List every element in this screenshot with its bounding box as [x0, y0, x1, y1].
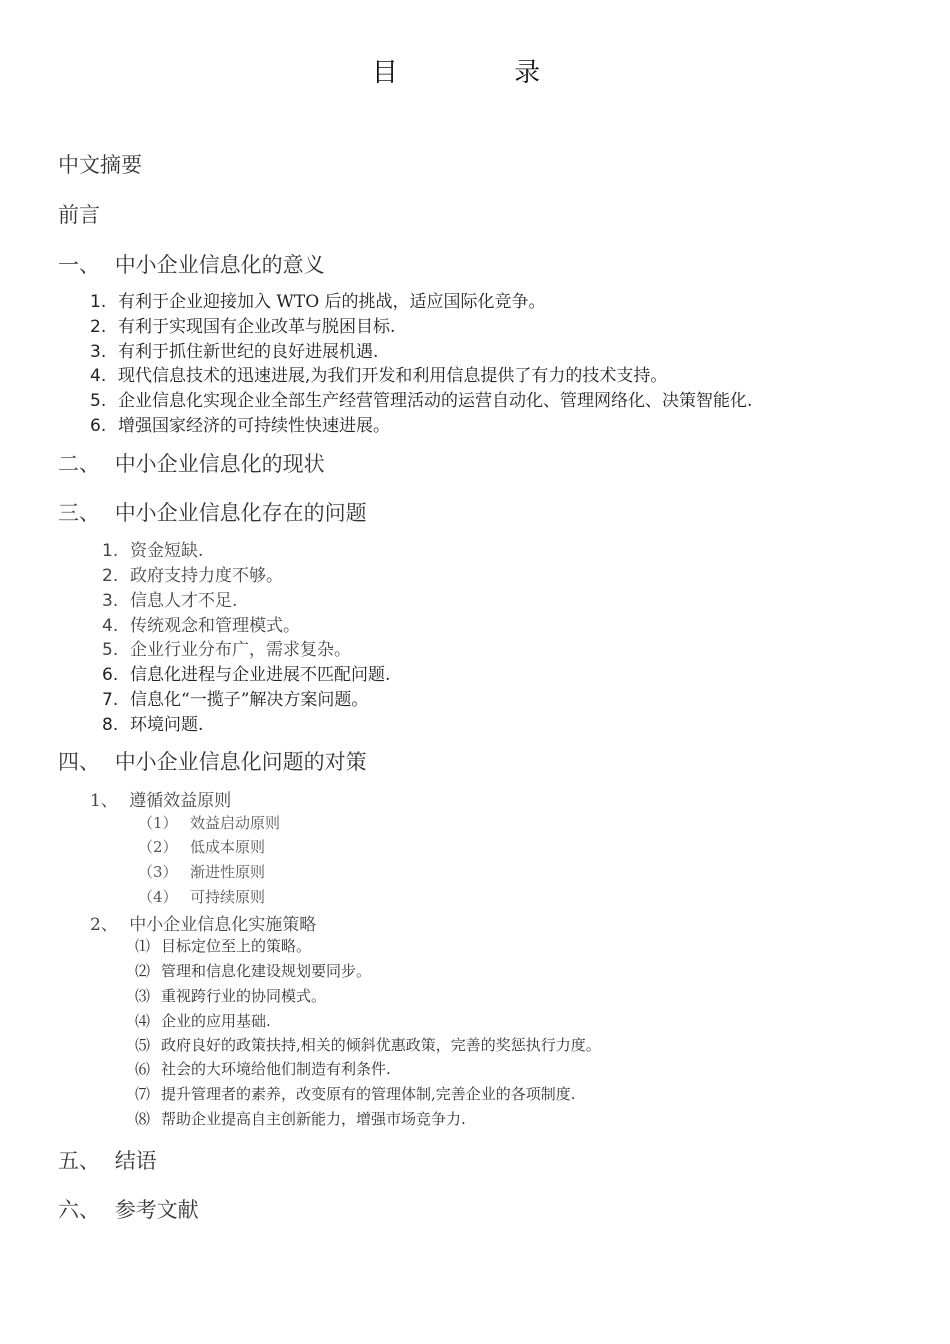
- toc-title: 目 录: [371, 58, 595, 88]
- item-number: 4.: [90, 366, 107, 386]
- toc-s4-sub1-item-2: [138, 836, 265, 857]
- item-text: 社会的大环境给他们制造有利条件.: [161, 1060, 391, 1078]
- item-number: ⑻: [135, 1110, 151, 1128]
- toc-s4-sub2-item-1: [135, 935, 311, 956]
- item-number: 3.: [102, 591, 119, 611]
- subsection-label: 中小企业信息化实施策略: [129, 915, 317, 935]
- item-text: 企业信息化实现企业全部生产经营管理活动的运营自动化、管理网络化、决策智能化.: [118, 391, 753, 411]
- item-number: 7.: [102, 690, 119, 710]
- toc-section-4: [58, 746, 367, 776]
- item-text: 企业的应用基础.: [161, 1012, 271, 1030]
- item-text: 信息人才不足.: [130, 591, 238, 611]
- item-text: 帮助企业提高自主创新能力，增强市场竞争力.: [161, 1110, 466, 1128]
- section-number: 一、: [58, 253, 100, 277]
- toc-s4-sub1-item-1: [138, 812, 280, 833]
- item-number: 2.: [90, 317, 107, 337]
- section-number: 六、: [58, 1198, 100, 1222]
- item-text: 管理和信息化建设规划要同步。: [161, 962, 372, 980]
- item-text: 目标定位至上的策略。: [161, 937, 312, 955]
- item-text: 低成本原则: [190, 838, 266, 856]
- section-label: 中小企业信息化的意义: [114, 253, 325, 277]
- section-number: 三、: [58, 501, 100, 525]
- toc-section-6: [58, 1194, 199, 1224]
- item-number: 3.: [90, 342, 107, 362]
- toc-s3-item-7: [102, 685, 368, 710]
- section-label: 中小企业信息化问题的对策: [114, 750, 367, 774]
- item-text: 传统观念和管理模式。: [130, 616, 300, 636]
- toc-s3-item-6: [102, 660, 390, 685]
- toc-s3-item-2: [102, 561, 283, 586]
- subsection-number: 2、: [90, 915, 118, 935]
- toc-s1-item-1: [90, 287, 546, 312]
- item-number: 8.: [102, 715, 119, 735]
- toc-s1-item-3: [90, 337, 378, 362]
- toc-s4-sub2-item-8: [135, 1108, 466, 1129]
- toc-section-1: [58, 249, 325, 279]
- item-text: 有利于企业迎接加入 WTO 后的挑战，适应国际化竞争。: [118, 292, 546, 312]
- item-text: 企业行业分布广，需求复杂。: [130, 640, 351, 660]
- toc-s3-item-3: [102, 586, 237, 611]
- toc-abstract: 中文摘要: [58, 153, 142, 177]
- toc-s4-sub2-item-6: [135, 1058, 391, 1079]
- toc-s3-item-5: [102, 635, 351, 660]
- toc-s4-sub1-item-4: [138, 886, 265, 907]
- toc-s1-item-2: [90, 312, 395, 337]
- item-text: 信息化进程与企业进展不匹配问题.: [130, 665, 391, 685]
- toc-s3-item-1: [102, 536, 203, 561]
- item-text: 增强国家经济的可持续性快速进展。: [118, 416, 390, 436]
- item-text: 信息化“一揽子”解决方案问题。: [130, 690, 369, 710]
- section-number: 二、: [58, 452, 100, 476]
- toc-section-5: [58, 1145, 157, 1175]
- toc-preface: 前言: [58, 203, 100, 227]
- item-number: 6.: [102, 665, 119, 685]
- toc-s4-sub-2: [90, 910, 316, 935]
- item-number: ⑹: [135, 1060, 151, 1078]
- item-text: 渐进性原则: [190, 863, 266, 881]
- item-number: ⑴: [135, 937, 151, 955]
- subsection-label: 遵循效益原则: [129, 791, 232, 811]
- item-number: 6.: [90, 416, 107, 436]
- toc-s1-item-6: [90, 411, 390, 436]
- item-number: 1.: [102, 541, 119, 561]
- section-label: 结语: [114, 1149, 157, 1173]
- toc-s4-sub2-item-5: [135, 1034, 601, 1055]
- toc-s1-item-4: [90, 361, 667, 386]
- item-text: 有利于抓住新世纪的良好进展机遇.: [118, 342, 379, 362]
- item-text: 政府良好的政策扶持,相关的倾斜优惠政策，完善的奖惩执行力度。: [161, 1036, 601, 1054]
- item-text: 重视跨行业的协同模式。: [161, 987, 327, 1005]
- item-number: （1）: [138, 814, 178, 832]
- section-label: 参考文献: [114, 1198, 199, 1222]
- toc-s4-sub2-item-4: [135, 1010, 271, 1031]
- item-number: 5.: [102, 640, 119, 660]
- subsection-number: 1、: [90, 791, 118, 811]
- item-text: 有利于实现国有企业改革与脱困目标.: [118, 317, 396, 337]
- section-label: 中小企业信息化存在的问题: [114, 501, 367, 525]
- item-number: ⑵: [135, 962, 151, 980]
- item-text: 资金短缺.: [130, 541, 204, 561]
- toc-s4-sub2-item-2: [135, 960, 371, 981]
- item-number: （3）: [138, 863, 178, 881]
- item-number: ⑶: [135, 987, 151, 1005]
- item-number: （2）: [138, 838, 178, 856]
- item-number: 4.: [102, 616, 119, 636]
- item-number: ⑷: [135, 1012, 151, 1030]
- item-text: 政府支持力度不够。: [130, 566, 283, 586]
- toc-s3-item-8: [102, 710, 203, 735]
- item-text: 提升管理者的素养，改变原有的管理体制,完善企业的各项制度.: [161, 1085, 576, 1103]
- item-text: 环境问题.: [130, 715, 204, 735]
- item-number: 1.: [90, 292, 107, 312]
- section-label: 中小企业信息化的现状: [114, 452, 325, 476]
- item-number: 2.: [102, 566, 119, 586]
- toc-s4-sub1-item-3: [138, 861, 265, 882]
- item-number: （4）: [138, 888, 178, 906]
- toc-section-2: [58, 448, 325, 478]
- toc-s4-sub2-item-7: [135, 1083, 576, 1104]
- section-number: 四、: [58, 750, 100, 774]
- toc-s4-sub-1: [90, 786, 231, 811]
- item-text: 可持续原则: [190, 888, 266, 906]
- toc-s4-sub2-item-3: [135, 985, 326, 1006]
- toc-s1-item-5: [90, 386, 752, 411]
- section-number: 五、: [58, 1149, 100, 1173]
- item-number: ⑸: [135, 1036, 151, 1054]
- item-number: 5.: [90, 391, 107, 411]
- toc-section-3: [58, 497, 367, 527]
- item-text: 效益启动原则: [190, 814, 281, 832]
- item-number: ⑺: [135, 1085, 151, 1103]
- toc-s3-item-4: [102, 611, 300, 636]
- item-text: 现代信息技术的迅速进展,为我们开发和利用信息提供了有力的技术支持。: [118, 366, 668, 386]
